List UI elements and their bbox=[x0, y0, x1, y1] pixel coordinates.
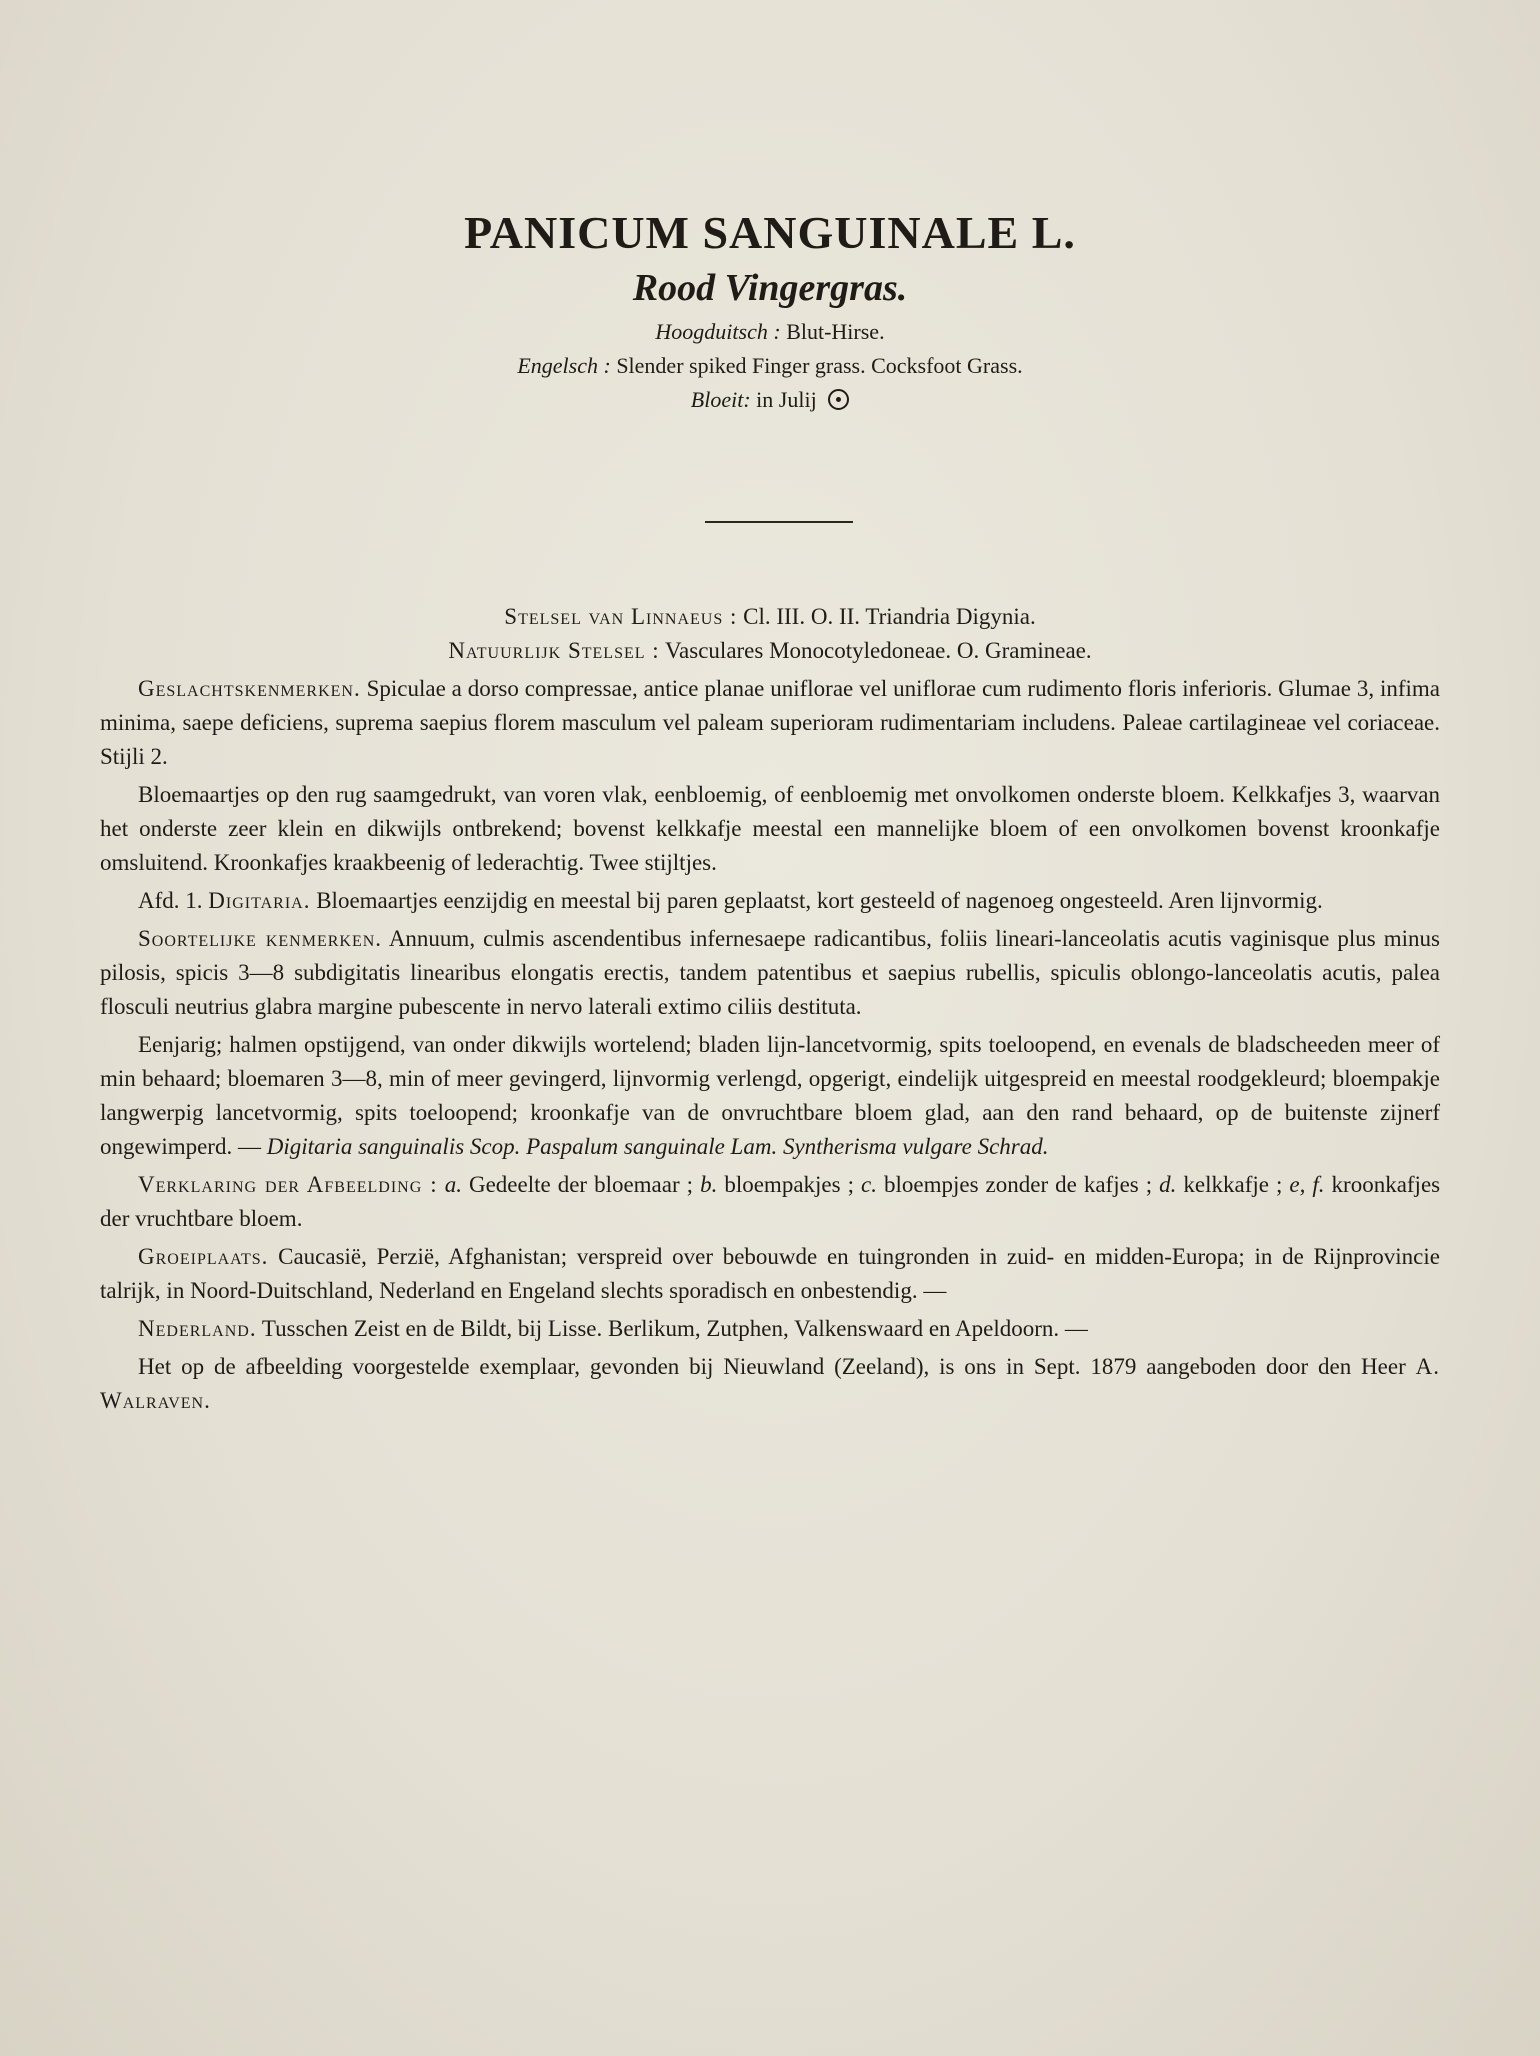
paragraph-geslacht bbox=[100, 672, 1440, 774]
afd-text: Bloemaartjes eenzijdig en meestal bij paren geplaatst, kort gesteeld of nagenoeg ongesteeld. Aren lijnvormig. bbox=[316, 888, 1323, 913]
annual-circle-dot-icon bbox=[828, 389, 849, 410]
afd-prefix: Afd. 1. bbox=[138, 888, 203, 913]
nederland-label: Nederland. bbox=[138, 1316, 257, 1341]
eenjarig-text: Eenjarig; halmen opstijgend, van onder dikwijls wortelend; bladen lijn-lancetvormig, spits toeloopend, en evenals de bladscheeden meer of min behaard; bloemaren 3—8, min of meer gevingerd, lijnvormig verlengd, opgerigt, eindelijk uitgespreid en meestal roodgekleurd; bloempakje langwerpig lancetvormig, spits toeloopend; kroonkafje van de onvruchtbare bloem glad, aan den rand behaard, op de buitenste zijnerf ongewimperd. — bbox=[100, 1032, 1440, 1159]
divider bbox=[705, 521, 853, 523]
paragraph-verklaring bbox=[100, 1168, 1440, 1236]
linnaeus-label: Stelsel van Linnaeus : bbox=[504, 604, 738, 629]
bloei-label: Bloeit: bbox=[690, 387, 751, 412]
nederland-text: Tusschen Zeist en de Bildt, bij Lisse. Berlikum, Zutphen, Valkenswaard en Apeldoorn. — bbox=[261, 1316, 1088, 1341]
header bbox=[0, 205, 1540, 417]
german-name: Blut-Hirse. bbox=[786, 319, 885, 344]
groeiplaats-label: Groeiplaats. bbox=[138, 1244, 269, 1269]
afd-label: Digitaria. bbox=[208, 888, 311, 913]
german-label: Hoogduitsch : bbox=[655, 319, 781, 344]
verklaring-a-text: Gedeelte der bloemaar ; bbox=[468, 1172, 694, 1197]
page-title: PANICUM SANGUINALE L. bbox=[464, 207, 1076, 258]
english-name-line bbox=[0, 349, 1540, 383]
verklaring-ef: e, f. bbox=[1289, 1172, 1325, 1197]
verklaring-a: a. bbox=[444, 1172, 462, 1197]
exemplaar-text: Het op de afbeelding voorgestelde exemplaar, gevonden bij Nieuwland (Zeeland), is ons in Sept. 1879 aangeboden door den Heer bbox=[138, 1354, 1406, 1379]
description-body bbox=[100, 600, 1440, 1422]
linnaeus-text: Cl. III. O. II. Triandria Digynia. bbox=[743, 604, 1036, 629]
verklaring-d: d. bbox=[1159, 1172, 1177, 1197]
paragraph-soortelijke bbox=[100, 922, 1440, 1024]
paragraph-afd bbox=[100, 884, 1440, 918]
german-name-line bbox=[0, 315, 1540, 349]
verklaring-label: Verklaring der Afbeelding : bbox=[138, 1172, 438, 1197]
english-name: Slender spiked Finger grass. Cocksfoot Grass. bbox=[616, 353, 1023, 378]
paragraph-groeiplaats bbox=[100, 1240, 1440, 1308]
paragraph-exemplaar bbox=[100, 1350, 1440, 1418]
groeiplaats-text: Caucasië, Perzië, Afghanistan; verspreid over bebouwde en tuingronden in zuid- en midden-Europa; in de Rijnprovincie talrijk, in Noord-Duitschland, Nederland en Engeland slechts sporadisch en onbestendig. — bbox=[100, 1244, 1440, 1303]
geslacht-label: Geslachtskenmerken. bbox=[138, 676, 361, 701]
page-subtitle: Rood Vingergras. bbox=[632, 267, 908, 309]
geslacht-text: Spiculae a dorso compressae, antice planae uniflorae vel uniflorae cum rudimento floris inferioris. Glumae 3, infima minima, saepe deficiens, suprema saepius florem masculum vel paleam superioram rudimentariam includens. Paleae cartilagineae vel coriaceae. Stijli 2. bbox=[100, 676, 1440, 769]
bloei-line bbox=[0, 383, 1540, 417]
soortelijke-text: Annuum, culmis ascendentibus infernesaepe radicantibus, foliis lineari-lanceolatis acutis vaginisque plus minus pilosis, spicis 3—8 subdigitatis linearibus elongatis erectis, tandem patentibus et saepius rubellis, spiculis oblongo-lanceolatis acutis, palea flosculi neutrius glabra margine pubescente in nervo laterali extimo ciliis destituta. bbox=[100, 926, 1440, 1019]
exemplaar-name: A. Walraven. bbox=[100, 1354, 1440, 1413]
verklaring-c-text: bloempjes zonder de kafjes ; bbox=[883, 1172, 1153, 1197]
eenjarig-synonyms: Digitaria sanguinalis Scop. Paspalum sanguinale Lam. Syntherisma vulgare Schrad. bbox=[266, 1134, 1049, 1159]
soortelijke-label: Soortelijke kenmerken. bbox=[138, 926, 383, 951]
natuurlijk-text: Vasculares Monocotyledoneae. O. Gramineae. bbox=[665, 638, 1092, 663]
verklaring-c: c. bbox=[861, 1172, 877, 1197]
paragraph-nederland bbox=[100, 1312, 1440, 1346]
verklaring-b: b. bbox=[700, 1172, 718, 1197]
paragraph-bloemaartjes: Bloemaartjes op den rug saamgedrukt, van voren vlak, eenbloemig, of eenbloemig met onvolkomen onderste bloem. Kelkkafjes 3, waarvan het onderste zeer klein en dikwijls ontbrekend; bovenst kelkkafje meestal een mannelijke bloem of een onvolkomen bovenst kroonkafje omsluitend. Kroonkafjes kraakbeenig of lederachtig. Twee stijltjes. bbox=[100, 782, 1440, 875]
linnaeus-line bbox=[100, 600, 1440, 634]
verklaring-ef-text: kroonkafjes der vruchtbare bloem. bbox=[100, 1172, 1441, 1231]
bloei-text: in Julij bbox=[756, 387, 817, 412]
natuurlijk-label: Natuurlijk Stelsel : bbox=[448, 638, 660, 663]
paragraph-eenjarig bbox=[100, 1028, 1440, 1164]
natuurlijk-line bbox=[100, 634, 1440, 668]
english-label: Engelsch : bbox=[517, 353, 611, 378]
verklaring-d-text: kelkkafje ; bbox=[1183, 1172, 1283, 1197]
verklaring-b-text: bloempakjes ; bbox=[724, 1172, 854, 1197]
